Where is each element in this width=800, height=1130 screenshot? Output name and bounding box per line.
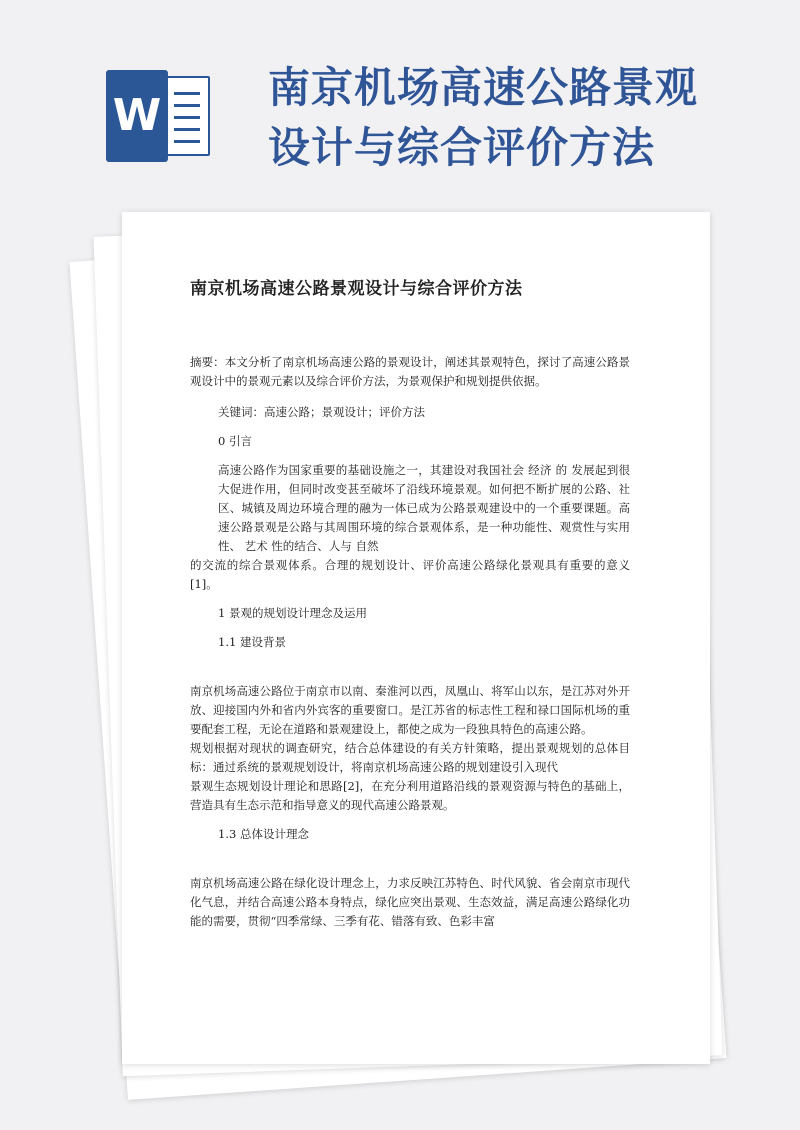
document-title: 南京机场高速公路景观设计与综合评价方法 — [190, 279, 523, 299]
section-0-body: 高速公路作为国家重要的基础设施之一，其建设对我国社会 经济 的 发展起到很大促进作用，但同时改变甚至破坏了沿线环境景观。如何把不断扩展的公路、社区、城镇及周边环境合理的融为一体已成为公路景观建设中的一个重要课题。高速公路景观是公路与其周围环境的综合景观体系，是一种功能性、观赏性与实用性、 艺术 性的结合、人与 自然 — [218, 463, 630, 553]
abstract: 摘要：本文分析了南京机场高速公路的景观设计，阐述其景观特色，探讨了高速公路景观设计中的景观元素以及综合评价方法，为景观保护和规划提供依据。 — [190, 355, 630, 388]
section-1-heading: 1 景观的规划设计理念及运用 — [218, 606, 367, 620]
section-1-3-heading: 1.3 总体设计理念 — [218, 827, 309, 841]
section-1-1-body-2: 规划根据对现状的调查研究，结合总体建设的有关方针策略，提出景观规划的总体目标：通过系统的景观规划设计，将南京机场高速公路的规划建设引入现代 — [190, 741, 630, 774]
section-0-body-cont: 的交流的综合景观体系。合理的规划设计、评价高速公路绿化景观具有重要的意义[1]。 — [190, 558, 630, 591]
section-1-3-body: 南京机场高速公路在绿化设计理念上，力求反映江苏特色、时代风貌、省会南京市现代化气息，并结合高速公路本身特点，绿化应突出景观、生态效益，满足高速公路绿化功能的需要，贯彻“四季常绿、三季有花、错落有致、色彩丰富 — [190, 876, 630, 928]
word-letter-badge: W — [106, 70, 168, 162]
section-1-1-body: 南京机场高速公路位于南京市以南、秦淮河以西，凤凰山、将军山以东，是江苏对外开放、迎接国内外和省内外宾客的重要窗口。是江苏省的标志性工程和禄口国际机场的重要配套工程，无论在道路和景观建设上，都使之成为一段独具特色的高速公路。 — [190, 684, 630, 736]
section-1-1-heading: 1.1 建设背景 — [218, 635, 286, 649]
header-title: 南京机场高速公路景观设计与综合评价方法 — [268, 63, 699, 172]
document-content — [190, 280, 630, 931]
keywords: 关键词：高速公路；景观设计；评价方法 — [218, 405, 425, 419]
section-0-heading: 0 引言 — [218, 434, 252, 448]
section-1-1-body-3: 景观生态规划设计理论和思路[2]，在充分利用道路沿线的景观资源与特色的基础上，营造具有生态示范和指导意义的现代高速公路景观。 — [190, 779, 630, 812]
word-icon — [106, 70, 212, 162]
